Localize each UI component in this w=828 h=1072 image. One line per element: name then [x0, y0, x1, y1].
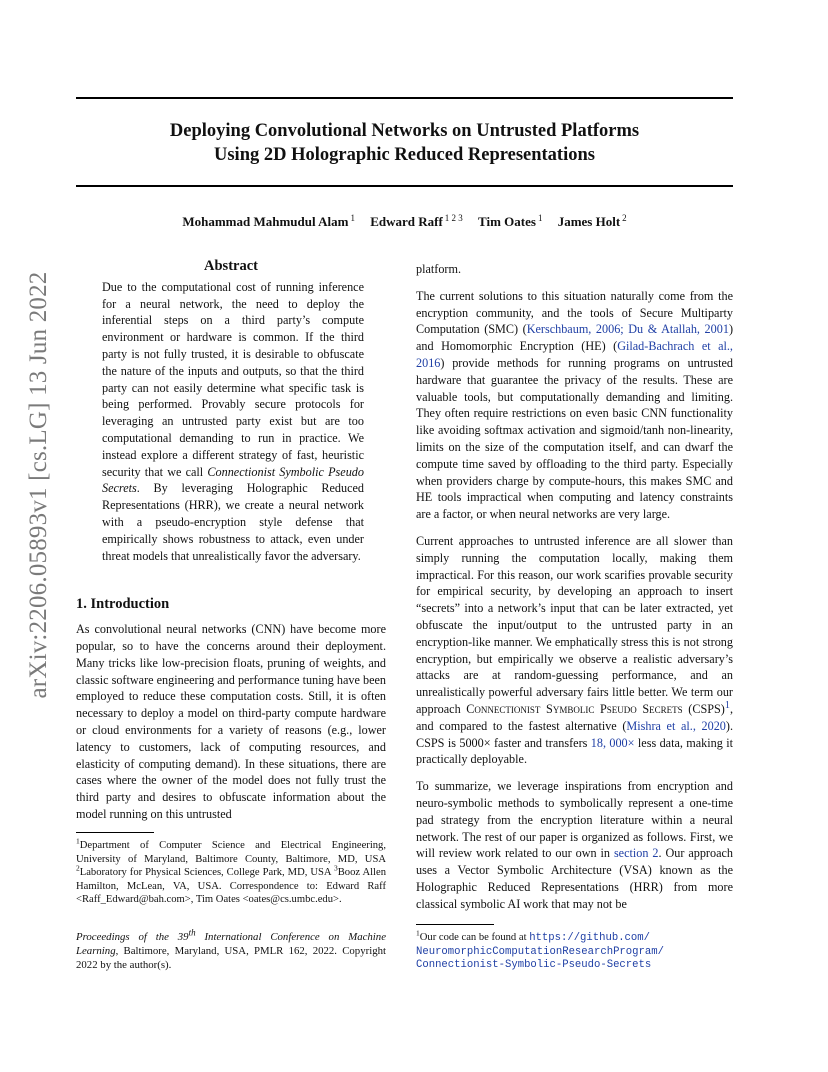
intro-paragraph-3: Current approaches to untrusted inference are all slower than simply running the computation locally, making them impractical. For this reason, our work scarifies provable security for empirical security, by developing an approach to insert “secrets” into a network’s input that can be later extracted, yet obfuscate the input/output to the untrusted party in an encryption-like manner. We emphatically stress this is not strong encryption, but empirically we observe a realistic adversary’s attacks are at random-guessing performance, and an unrealistically powerful adversary fairs little better. We term our approach Connectionist Symbolic Pseudo Secrets (CSPS)$^1$, and compared to the fastest alternative (Mishra et al., 2020). CSPS is 5000× faster and transfers 18, 000× less data, making it practically deployable.: [416, 533, 734, 767]
affiliation-footnote: [76, 826, 386, 907]
abstract-body: Due to the computational cost of running inference for a neural network, the need to deploy the inferential steps on a third party’s compute environment or hardware is common. If the third party is not fully trusted, it is desirable to obfuscate the nature of the inputs and outputs, so that the third party can not easily determine what specific task is being performed. Provably secure protocols for leveraging an untrusted party exist but are too computational demanding to run in practice. We instead explore a different strategy of fast, heuristic security that we call Connectionist Symbolic Pseudo Secrets. By leveraging Holographic Reduced Representations (HRR), we create a neural network with a pseudo-encryption style defense that empirically shows robustness to attack, even under threat models that unrealistically favor the adversary.: [102, 279, 364, 563]
proceedings-note: Proceedings of the 39th International Conference on Machine Learning, Baltimore, Maryland, USA, PMLR 162, 2022. Copyright 2022 by the author(s).: [76, 927, 386, 971]
code-footnote: [416, 918, 733, 973]
arxiv-stamp: arXiv:2206.05893v1 [cs.LG] 13 Jun 2022: [25, 271, 52, 699]
intro-paragraph-1-continued: platform.: [416, 262, 462, 276]
affiliation-text: $^1$Department of Computer Science and Electrical Engineering, University of Maryland, Baltimore County, Baltimore, MD, USA $^2$Laboratory for Physical Sciences, College Park, MD, USA $^3$Booz Allen Hamilton, McLean, VA, USA. Correspondence to: Edward Raff <Raff_Edward@bah.com>, Tim Oates <oates@cs.umbc.edu>.: [76, 836, 386, 906]
author: Mohammad Mahmudul Alam $^1$: [182, 212, 355, 229]
title-rule-bottom: [76, 185, 733, 187]
citation-link[interactable]: Kerschbaum, 2006; Du & Atallah, 2001: [526, 322, 729, 337]
footnote-ref[interactable]: 1: [724, 699, 730, 711]
title-line-1: Deploying Convolutional Networks on Untrusted Platforms: [169, 121, 640, 141]
code-link[interactable]: https://github.com/: [529, 932, 650, 944]
section-link[interactable]: section 2: [613, 846, 659, 861]
citation-link[interactable]: Mishra et al., 2020: [626, 718, 726, 733]
author: James Holt $^2$: [557, 212, 627, 229]
code-link[interactable]: NeuromorphicComputationResearchProgram/: [416, 945, 664, 958]
author: Edward Raff $^{1 2 3}$: [370, 212, 463, 229]
paper-title: [76, 119, 733, 167]
citation-link[interactable]: Gilad-Bachrach et al., 2016: [416, 339, 733, 370]
right-column: [416, 261, 733, 922]
intro-paragraph-2: The current solutions to this situation naturally come from the encryption community, and the tools of Secure Multiparty Computation (SMC) (Kerschbaum, 2006; Du & Atallah, 2001) and Homomorphic Encryption (HE) (Gilad-Bachrach et al., 2016) provide methods for running programs on untrusted hardware that guarantee the privacy of the results. These are valuable tools, but computationally demanding and limiting. They often require restrictions on even basic CNN functionality like avoiding softmax activation and sigmoid/tanh non-linearity, limits on the size of the computation itself, and can dwarf the compute time saved by offloading to the third party. Especially when providers charge by compute-hours, this makes SMC and HE tools impractical when computing and latency constraints are a factor, or when neural networks are very large.: [416, 288, 733, 522]
section-heading-introduction: 1. Introduction: [76, 596, 170, 613]
intro-paragraph-4: To summarize, we leverage inspirations from encryption and neuro-symbolic methods to symbolically represent a one-time pad strategy from the encryption literature within a neural network. The rest of our paper is organized as follows. First, we will review work related to our own in section 2. Our approach uses a Vector Symbolic Architecture (VSA) known as the Holographic Reduced Representations (HRR) from more classical symbolic AI work that may not be: [416, 779, 733, 911]
footnote-rule: [416, 924, 494, 925]
author: Tim Oates $^1$: [478, 212, 543, 229]
code-link[interactable]: Connectionist-Symbolic-Pseudo-Secrets: [416, 959, 652, 972]
left-column: [76, 258, 386, 833]
intro-paragraph-1: As convolutional neural networks (CNN) have become more popular, so to have the concerns around their deployment. Many tricks like low-precision floats, pruning of weights, and classic software engineering and performance tuning have been employed to reduce these computation costs. Still, it is often necessary to deploy a model on third-party compute hardware or cloud environments for a variety of reasons (e.g., lower latency to customers, lack of computing resources, and elasticity of computing demand). In these situations, there are cases where the owner of the model does not fully trust the third party and desires to obfuscate information about the model running on this untrusted: [76, 622, 386, 821]
code-footnote-text: $^1$Our code can be found at https://github.com/: [416, 928, 650, 944]
title-rule-top: [76, 97, 733, 99]
title-line-2: Using 2D Holographic Reduced Representations: [214, 145, 595, 165]
footnote-rule: [76, 832, 154, 833]
author-list: [76, 214, 733, 230]
abstract-heading: Abstract: [204, 258, 258, 274]
